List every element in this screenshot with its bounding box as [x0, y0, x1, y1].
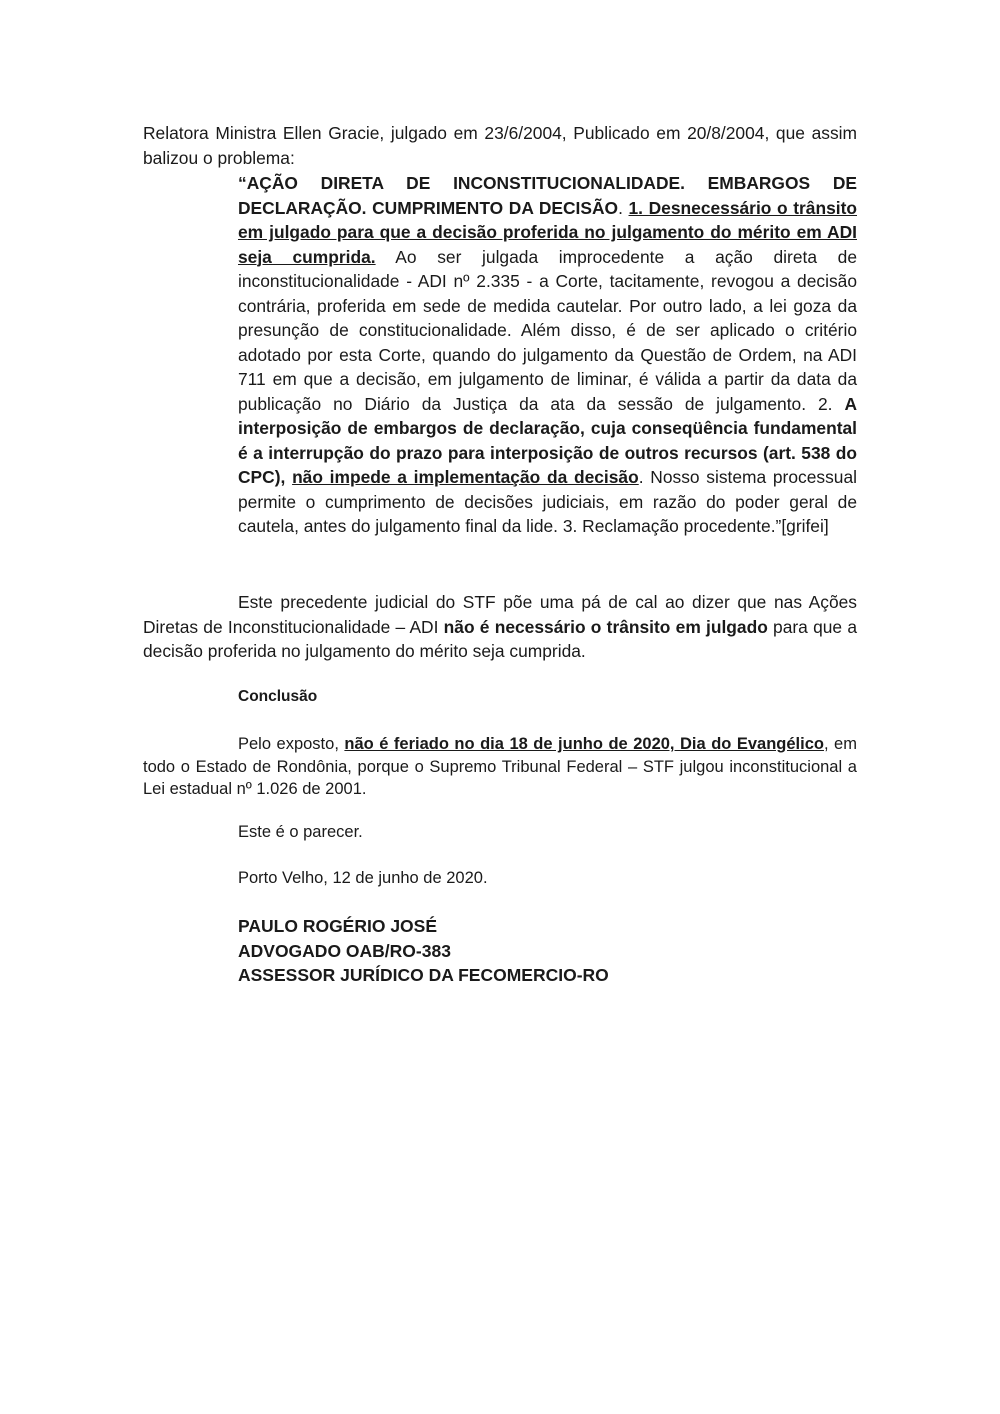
quote-block [238, 171, 857, 539]
quote-highlight-1: 1. Desnecessário o trânsito em julgado para que a decisão proferida no julgamento do mérito em ADI seja cumprida. [238, 197, 857, 267]
precedent-paragraph [143, 590, 857, 664]
signature-block [238, 914, 609, 988]
intro-paragraph [143, 121, 857, 170]
precedent-text-2: para que a decisão proferida no julgamento do mérito seja cumprida. [143, 616, 857, 661]
intro-text: Relatora Ministra Ellen Gracie, julgado em 23/6/2004, Publicado em 20/8/2004, que assim balizou o problema: [143, 123, 857, 168]
signature-role: ASSESSOR JURÍDICO DA FECOMERCIO-RO [238, 965, 609, 985]
quote-body-2: . Nosso sistema processual permite o cumprimento de decisões judiciais, em razão do poder geral de cautela, antes do julgamento final da lide. 3. Reclamação procedente.”[grifei] [238, 467, 857, 536]
signature-oab: ADVOGADO OAB/RO-383 [238, 940, 451, 961]
conclusion-heading: Conclusão [238, 688, 318, 705]
quote-body-1: Ao ser julgada improcedente a ação direta de inconstitucionalidade - ADI nº 2.335 - a Corte, tacitamente, revogou a decisão contrária, proferida em sede de medida cautelar. Por outro lado, a lei goza da presunção de constitucionalidade. Além disso, é de ser aplicado o critério adotado por esta Corte, quando do julgamento da Questão de Ordem, na ADI 711 em que a decisão, em julgamento de liminar, é válida a partir da data da publicação no Diário da Justiça da ata da sessão de julgamento. 2. [238, 246, 857, 414]
precedent-emphasis: não é necessário o trânsito em julgado [443, 616, 768, 637]
conclusion-text-1: Pelo exposto, [238, 735, 345, 753]
conclusion-text-2: , em todo o Estado de Rondônia, porque o Supremo Tribunal Federal – STF julgou inconstitucional a Lei estadual nº 1.026 de 2001. [143, 735, 857, 798]
closing-line: Este é o parecer. [238, 823, 363, 841]
precedent-text-1: Este precedente judicial do STF põe uma pá de cal ao dizer que nas Ações Diretas de Inconstitucionalidade – ADI [143, 592, 857, 637]
quote-separator: . [618, 197, 629, 218]
signature-name: PAULO ROGÉRIO JOSÉ [238, 916, 438, 936]
quote-heading: “AÇÃO DIRETA DE INCONSTITUCIONALIDADE. EMBARGOS DE DECLARAÇÃO. CUMPRIMENTO DA DECISÃO [238, 173, 857, 218]
quote-highlight-3: não impede a implementação da decisão [292, 467, 639, 487]
place-date: Porto Velho, 12 de junho de 2020. [238, 869, 488, 887]
conclusion-emphasis: não é feriado no dia 18 de junho de 2020, Dia do Evangélico [344, 735, 824, 753]
quote-highlight-2: A interposição de embargos de declaração, cuja conseqüência fundamental é a interrupção do prazo para interposição de outros recursos (art. 538 do CPC), [238, 393, 857, 487]
conclusion-paragraph [143, 733, 857, 801]
